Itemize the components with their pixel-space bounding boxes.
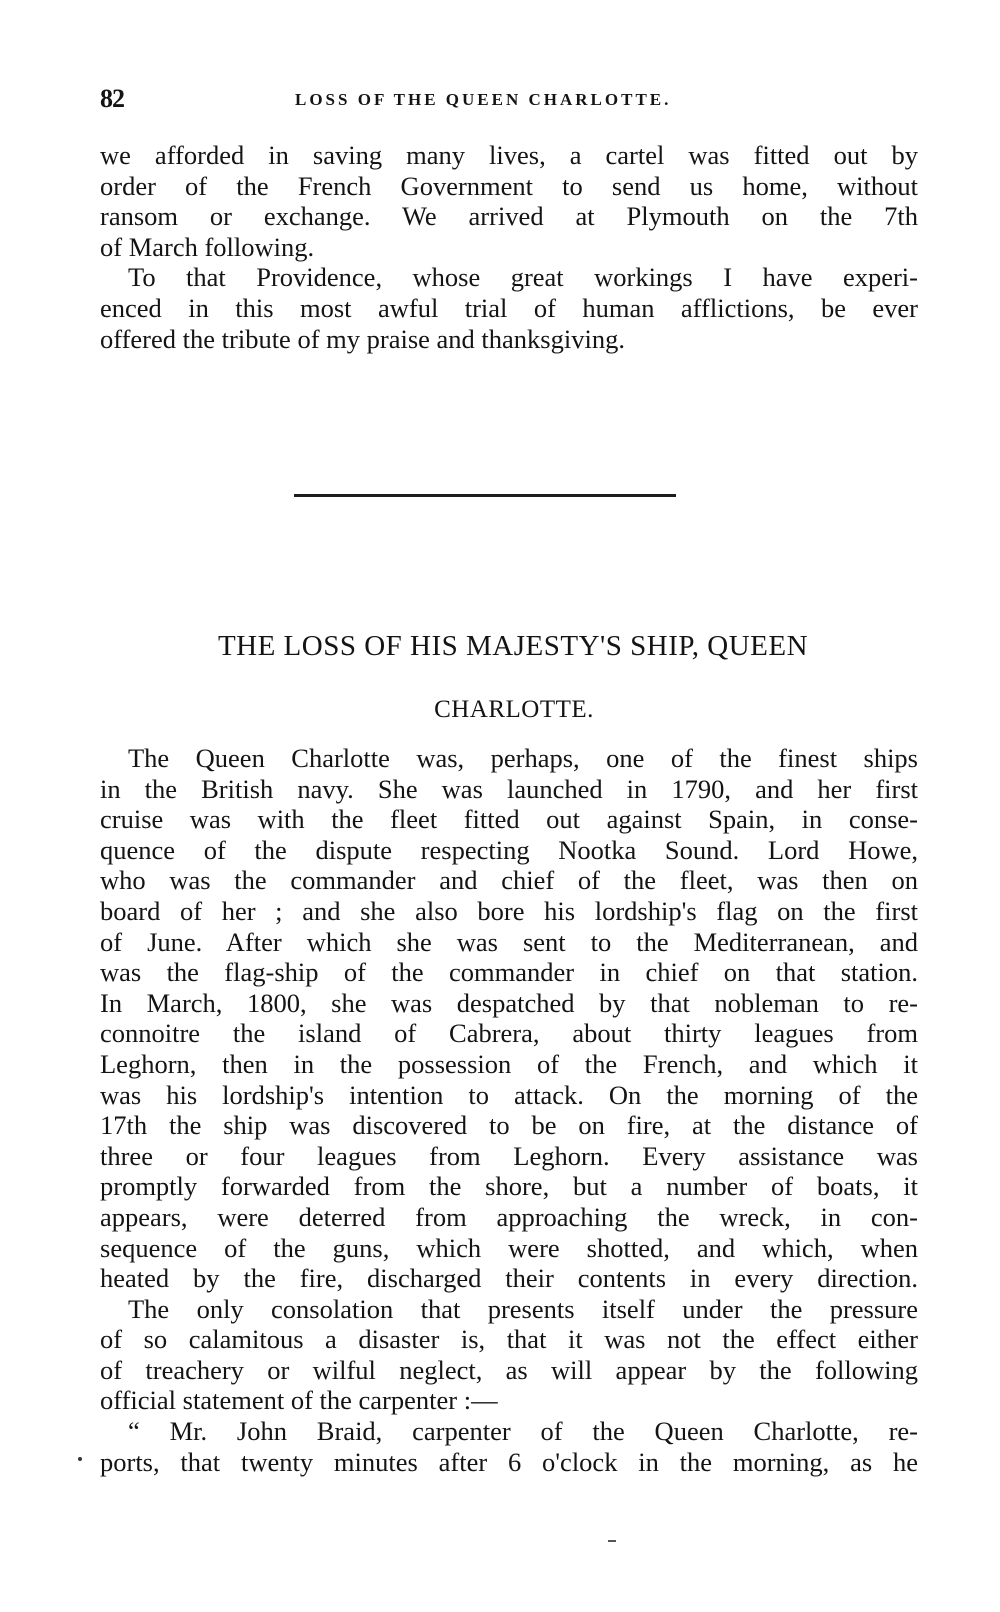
text-line: cruise was with the fleet fitted out against Spain, in conse- [100, 804, 918, 835]
chapter-title-line-2: CHARLOTTE. [434, 696, 594, 723]
text-line: quence of the dispute respecting Nootka Sound. Lord Howe, [100, 834, 918, 865]
text-line: was the flag-ship of the commander in chief on that station. [100, 957, 918, 988]
footer-mark [608, 1540, 616, 1542]
text-line: we afforded in saving many lives, a cartel was fitted out by [100, 140, 918, 170]
text-line: of June. After which she was sent to the Mediterranean, and [100, 926, 918, 957]
chapter-title-line-1: THE LOSS OF HIS MAJESTY'S SHIP, QUEEN [217, 630, 809, 662]
text-line: heated by the fire, discharged their contents in every direction. [100, 1263, 918, 1294]
text-line: ransom or exchange. We arrived at Plymouth on the 7th [100, 201, 918, 232]
text-line: who was the commander and chief of the fleet, was then on [100, 865, 918, 896]
running-title: LOSS OF THE QUEEN CHARLOTTE. [295, 90, 672, 109]
print-speck [78, 1457, 82, 1461]
text-line: The only consolation that presents itself under the pressure [128, 1293, 918, 1324]
text-line: Leghorn, then in the possession of the French, and which it [100, 1048, 918, 1079]
chapter-title [0, 630, 1000, 663]
text-line: The Queen Charlotte was, perhaps, one of the finest ships [128, 743, 918, 773]
text-line: in the British navy. She was launched in 1790, and her first [100, 773, 918, 804]
text-line: promptly forwarded from the shore, but a number of boats, it [100, 1171, 918, 1202]
text-line: In March, 1800, she was despatched by that nobleman to re- [100, 987, 918, 1018]
text-line: three or four leagues from Leghorn. Every assistance was [100, 1140, 918, 1171]
text-line: 17th the ship was discovered to be on fire, at the distance of [100, 1110, 918, 1141]
text-line: of treachery or wilful neglect, as will appear by the following [100, 1354, 918, 1385]
text-line: “ Mr. John Braid, carpenter of the Queen Charlotte, re- [128, 1416, 918, 1447]
text-line: was his lordship's intention to attack. On the morning of the [100, 1079, 918, 1110]
running-head [100, 84, 900, 114]
text-line: of so calamitous a disaster is, that it was not the effect either [100, 1324, 918, 1355]
text-line: ports, that twenty minutes after 6 o'clock in the morning, as he [100, 1446, 918, 1477]
text-line: board of her ; and she also bore his lordship's flag on the first [100, 895, 918, 926]
text-line: order of the French Government to send us home, without [100, 170, 918, 201]
text-line: offered the tribute of my praise and thanksgiving. [100, 323, 625, 354]
text-line: of March following. [100, 231, 315, 262]
continued-paragraphs [100, 140, 918, 354]
text-line: official statement of the carpenter :— [100, 1385, 498, 1416]
text-line: connoitre the island of Cabrera, about thirty leagues from [100, 1018, 918, 1049]
text-line: enced in this most awful trial of human afflictions, be ever [100, 292, 918, 323]
chapter-body [100, 743, 918, 1477]
text-line: To that Providence, whose great workings I have experi- [128, 262, 918, 293]
text-line: sequence of the guns, which were shotted, and which, when [100, 1232, 918, 1263]
text-line: appears, were deterred from approaching the wreck, in con- [100, 1201, 918, 1232]
chapter-subtitle [0, 696, 1000, 724]
section-divider [294, 494, 676, 497]
page-number: 82 [100, 84, 124, 113]
